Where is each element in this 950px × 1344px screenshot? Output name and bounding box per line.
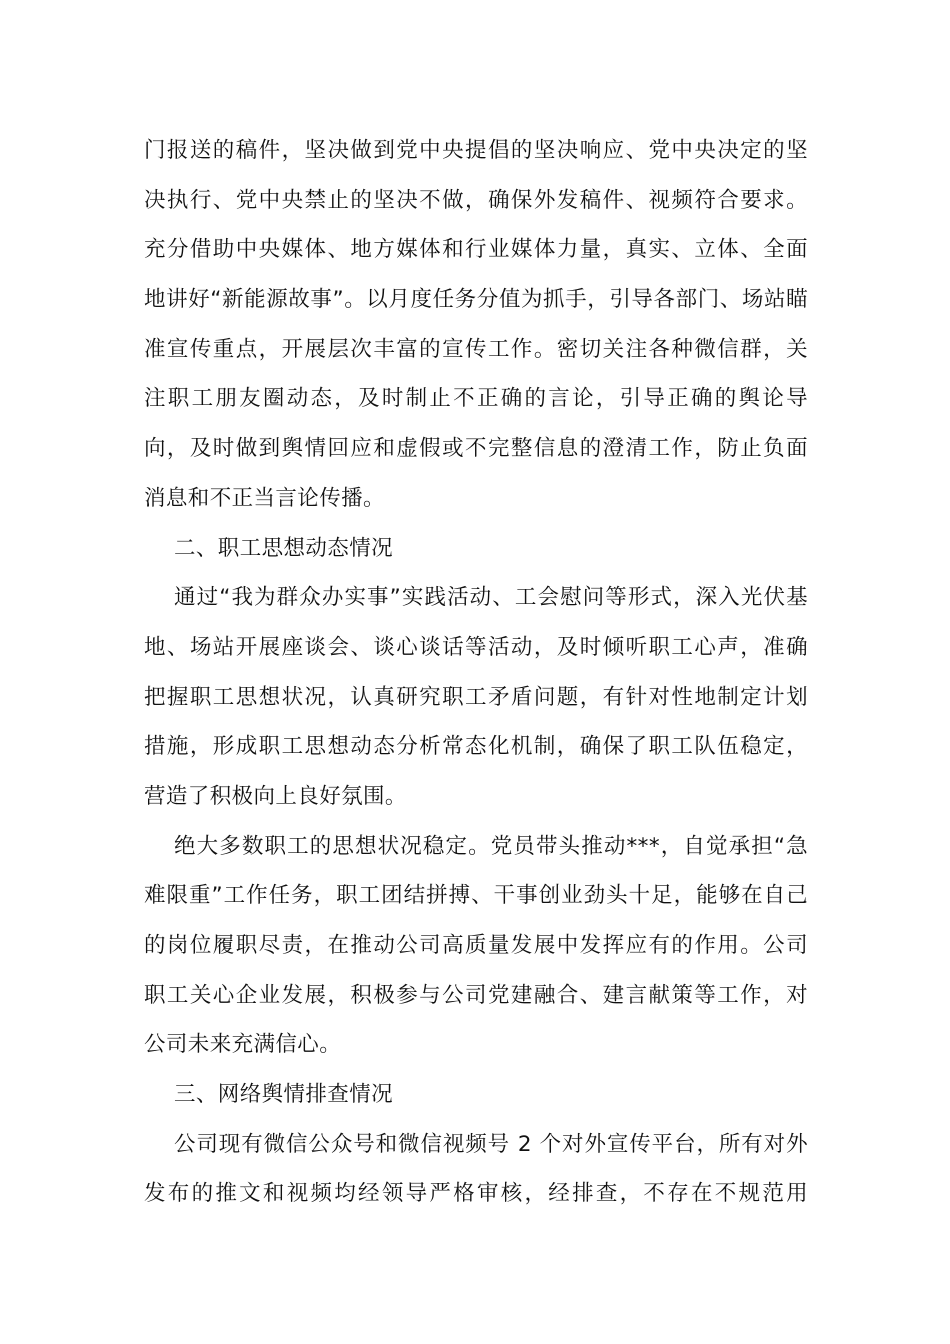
body-line: 通过“我为群众办实事”实践活动、工会慰问等形式，深入光伏基 [174,585,808,611]
body-line: 公司未来充满信心。 [144,1032,342,1058]
body-line: 发布的推文和视频均经领导严格审核，经排查，不存在不规范用 [144,1181,808,1207]
body-line: 决执行、党中央禁止的坚决不做，确保外发稿件、视频符合要求。 [144,187,808,213]
body-line: 准宣传重点，开展层次丰富的宣传工作。密切关注各种微信群，关 [144,336,808,362]
section-heading: 二、职工思想动态情况 [174,535,394,561]
body-line: 营造了积极向上良好氛围。 [144,783,407,809]
body-line: 的岗位履职尽责，在推动公司高质量发展中发挥应有的作用。公司 [144,933,808,958]
body-line: 门报送的稿件，坚决做到党中央提倡的坚决响应、党中央决定的坚 [144,138,808,163]
body-line: 公司现有微信公众号和微信视频号 2 个对外宣传平台，所有对外 [174,1131,808,1157]
body-line: 措施，形成职工思想动态分析常态化机制，确保了职工队伍稳定， [144,734,808,760]
body-line: 地讲好“新能源故事”。以月度任务分值为抓手，引导各部门、场站瞄 [144,287,808,313]
document-body [144,126,808,1219]
body-line: 地、场站开展座谈会、谈心谈话等活动，及时倾听职工心声，准确 [144,634,808,660]
body-line: 绝大多数职工的思想状况稳定。党员带头推动***，自觉承担“急 [174,833,808,859]
body-line: 消息和不正当言论传播。 [144,485,385,511]
body-line: 注职工朋友圈动态，及时制止不正确的言论，引导正确的舆论导 [144,386,808,412]
body-line: 把握职工思想状况，认真研究职工矛盾问题，有针对性地制定计划 [144,684,808,710]
body-line: 充分借助中央媒体、地方媒体和行业媒体力量，真实、立体、全面 [144,237,808,263]
body-line: 难限重”工作任务，职工团结拼搏、干事创业劲头十足，能够在自己 [144,883,808,909]
section-heading: 三、网络舆情排查情况 [174,1082,394,1108]
body-line: 职工关心企业发展，积极参与公司党建融合、建言献策等工作，对 [144,982,808,1008]
body-line: 向，及时做到舆情回应和虚假或不完整信息的澄清工作，防止负面 [144,436,808,462]
